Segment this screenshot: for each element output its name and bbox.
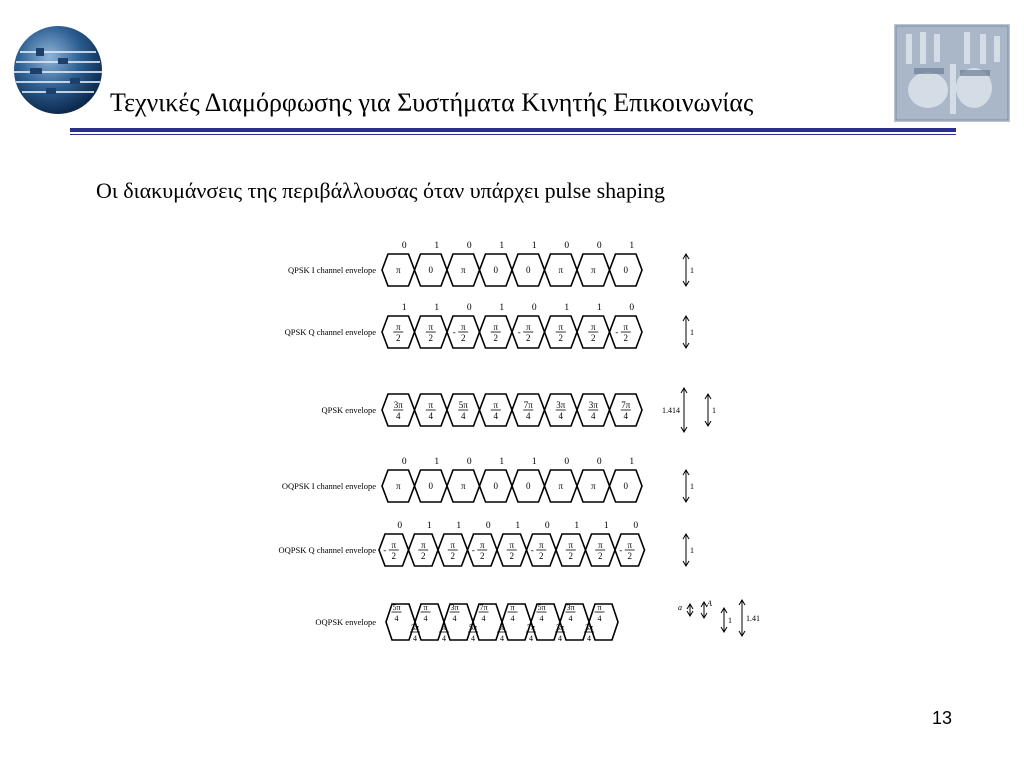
phase-2-2-num: 5π bbox=[458, 400, 468, 410]
phase-top-5-0 bbox=[392, 603, 402, 623]
phase-4-3 bbox=[472, 540, 488, 561]
bit-4-4: 1 bbox=[515, 521, 521, 531]
phase-1-5-num: π bbox=[558, 322, 564, 332]
phase-3-1: 0 bbox=[428, 481, 433, 491]
phase-1-5 bbox=[556, 322, 566, 343]
phase-2-1 bbox=[426, 400, 436, 421]
phase-2-2-den: 4 bbox=[461, 411, 466, 421]
bit-0-0: 0 bbox=[401, 241, 407, 251]
phase-4-0-sign: - bbox=[383, 545, 387, 555]
phase-0-6: π bbox=[590, 265, 596, 275]
phase-2-6 bbox=[588, 400, 598, 421]
phase-1-4-num: π bbox=[525, 322, 531, 332]
phase-4-2-num: π bbox=[450, 540, 456, 550]
phase-2-7-num: 7π bbox=[621, 400, 631, 410]
phase-4-7-den: 2 bbox=[598, 551, 603, 561]
phase-4-1-den: 2 bbox=[421, 551, 426, 561]
marker-141-arrow-label: 1.41 bbox=[746, 614, 760, 623]
phase-4-2 bbox=[448, 540, 458, 561]
phase-4-1 bbox=[418, 540, 428, 561]
amplitude-arrow-1-label: 1 bbox=[690, 328, 694, 337]
phase-1-1-den: 2 bbox=[428, 333, 433, 343]
row-label-0: QPSK I channel envelope bbox=[287, 265, 376, 275]
row-label-1: QPSK Q channel envelope bbox=[284, 327, 376, 337]
phase-0-5: π bbox=[558, 265, 564, 275]
phase-2-7-den: 4 bbox=[623, 411, 628, 421]
phase-bottom-5-5-num: 3π bbox=[555, 623, 565, 632]
phase-bottom-5-6-den: 4 bbox=[587, 634, 591, 643]
phase-3-5: π bbox=[558, 481, 564, 491]
phase-top-5-0-den: 4 bbox=[394, 614, 399, 623]
phase-2-5-num: 3π bbox=[556, 400, 566, 410]
bit-4-1: 1 bbox=[426, 521, 432, 531]
bit-4-8: 0 bbox=[633, 521, 639, 531]
phase-2-1-num: π bbox=[428, 400, 434, 410]
bit-0-5: 0 bbox=[564, 241, 570, 251]
phase-1-2 bbox=[453, 322, 469, 343]
phase-bottom-5-2-den: 4 bbox=[471, 634, 475, 643]
phase-top-5-1-den: 4 bbox=[423, 614, 428, 623]
bit-1-2: 0 bbox=[466, 303, 472, 313]
phase-3-2: π bbox=[460, 481, 466, 491]
bit-1-6: 1 bbox=[596, 303, 602, 313]
bit-4-5: 0 bbox=[544, 521, 550, 531]
marker-A: A bbox=[707, 599, 712, 608]
phase-4-6-den: 2 bbox=[568, 551, 573, 561]
phase-1-6-den: 2 bbox=[591, 333, 596, 343]
phase-top-5-5-num: 5π bbox=[537, 603, 546, 612]
marker-1-arrow-label: 1 bbox=[728, 616, 732, 625]
phase-3-7: 0 bbox=[623, 481, 628, 491]
phase-4-3-sign: - bbox=[471, 545, 475, 555]
bit-3-5: 0 bbox=[564, 457, 570, 467]
phase-2-4-den: 4 bbox=[526, 411, 531, 421]
phase-bottom-5-4-num: 7π bbox=[526, 623, 536, 632]
phase-1-0-den: 2 bbox=[396, 333, 401, 343]
phase-1-7-den: 2 bbox=[623, 333, 628, 343]
phase-4-8 bbox=[619, 540, 635, 561]
phase-2-1-den: 4 bbox=[428, 411, 433, 421]
globe-logo-icon bbox=[10, 22, 106, 118]
row-label-2: QPSK envelope bbox=[321, 405, 376, 415]
phase-1-0 bbox=[393, 322, 403, 343]
envelope-3 bbox=[382, 470, 642, 502]
phase-top-5-2-num: 3π bbox=[450, 603, 459, 612]
bit-0-3: 1 bbox=[499, 241, 505, 251]
header-divider-thin bbox=[70, 134, 956, 135]
phase-1-0-num: π bbox=[395, 322, 401, 332]
phase-4-0 bbox=[383, 540, 399, 561]
phase-3-6: π bbox=[590, 481, 596, 491]
phase-1-2-den: 2 bbox=[461, 333, 466, 343]
phase-2-3 bbox=[491, 400, 501, 421]
phase-2-7 bbox=[621, 400, 631, 421]
phase-bottom-5-1-den: 4 bbox=[442, 634, 446, 643]
phase-top-5-4 bbox=[508, 603, 518, 623]
bit-1-3: 1 bbox=[499, 303, 505, 313]
phase-1-4 bbox=[518, 322, 534, 343]
bit-4-3: 0 bbox=[485, 521, 491, 531]
row-label-3: OQPSK I channel envelope bbox=[281, 481, 376, 491]
phase-2-2 bbox=[458, 400, 468, 421]
phase-bottom-5-0-den: 4 bbox=[413, 634, 417, 643]
phase-4-7 bbox=[595, 540, 605, 561]
bit-3-6: 0 bbox=[596, 457, 602, 467]
phase-4-6-num: π bbox=[568, 540, 574, 550]
phase-bottom-5-3-num: π bbox=[499, 623, 505, 632]
phase-4-0-num: π bbox=[391, 540, 397, 550]
row-label-4: OQPSK Q channel envelope bbox=[278, 545, 376, 555]
bit-4-7: 1 bbox=[603, 521, 609, 531]
bit-1-5: 1 bbox=[564, 303, 570, 313]
page-number: 13 bbox=[932, 708, 953, 728]
bit-4-2: 1 bbox=[456, 521, 462, 531]
envelope-2 bbox=[382, 394, 642, 426]
phase-bottom-5-5-den: 4 bbox=[558, 634, 562, 643]
phase-top-5-6-den: 4 bbox=[568, 614, 573, 623]
bit-3-1: 1 bbox=[434, 457, 440, 467]
phase-1-3-den: 2 bbox=[493, 333, 498, 343]
phase-bottom-5-4-den: 4 bbox=[529, 634, 533, 643]
phase-top-5-7-num: π bbox=[597, 603, 602, 612]
phase-bottom-5-0-num: 3π bbox=[410, 623, 420, 632]
phase-0-0: π bbox=[395, 265, 401, 275]
phase-1-1 bbox=[426, 322, 436, 343]
phase-4-2-den: 2 bbox=[450, 551, 455, 561]
phase-4-8-sign: - bbox=[619, 545, 623, 555]
slide-title: Τεχνικές Διαμόρφωσης για Συστήματα Κινητής Επικοινωνίας bbox=[110, 88, 754, 117]
envelope-1 bbox=[382, 316, 642, 348]
phase-top-5-1 bbox=[421, 603, 431, 623]
phase-top-5-4-num: π bbox=[510, 603, 515, 612]
phase-1-7-sign: - bbox=[615, 327, 619, 337]
bit-3-0: 0 bbox=[401, 457, 407, 467]
phase-4-3-den: 2 bbox=[480, 551, 485, 561]
bit-4-6: 1 bbox=[574, 521, 580, 531]
bit-1-4: 0 bbox=[531, 303, 537, 313]
phase-0-4: 0 bbox=[526, 265, 531, 275]
phase-4-5 bbox=[531, 540, 547, 561]
bit-0-2: 0 bbox=[466, 241, 472, 251]
phase-1-2-sign: - bbox=[452, 327, 456, 337]
marker-a: a bbox=[678, 603, 682, 612]
phase-1-4-den: 2 bbox=[526, 333, 531, 343]
phase-2-0-num: 3π bbox=[393, 400, 403, 410]
bit-1-0: 1 bbox=[401, 303, 407, 313]
bit-4-0: 0 bbox=[397, 521, 403, 531]
bit-3-2: 0 bbox=[466, 457, 472, 467]
phase-top-5-1-num: π bbox=[423, 603, 428, 612]
phase-1-7-num: π bbox=[623, 322, 629, 332]
phase-4-8-den: 2 bbox=[627, 551, 632, 561]
bit-3-4: 1 bbox=[531, 457, 537, 467]
bit-1-1: 1 bbox=[434, 303, 440, 313]
phase-top-5-3 bbox=[479, 603, 489, 623]
phase-2-5 bbox=[556, 400, 566, 421]
phase-top-5-2-den: 4 bbox=[452, 614, 457, 623]
phase-3-0: π bbox=[395, 481, 401, 491]
relief-sculpture-photo-icon bbox=[894, 24, 1010, 122]
slide-subtitle: Οι διακυμάνσεις της περιβάλλουσας όταν υπάρχει pulse shaping bbox=[96, 178, 666, 203]
amplitude-arrow-4-label: 1 bbox=[690, 546, 694, 555]
phase-4-4 bbox=[507, 540, 517, 561]
phase-top-5-6 bbox=[566, 603, 576, 623]
phase-2-0 bbox=[393, 400, 403, 421]
phase-4-5-sign: - bbox=[530, 545, 534, 555]
phase-2-3-den: 4 bbox=[493, 411, 498, 421]
header-divider bbox=[70, 128, 956, 132]
phase-top-5-0-num: 5π bbox=[392, 603, 401, 612]
phase-4-6 bbox=[566, 540, 576, 561]
phase-2-4-num: 7π bbox=[523, 400, 533, 410]
phase-1-3 bbox=[491, 322, 501, 343]
bit-0-7: 1 bbox=[629, 241, 635, 251]
phase-top-5-2 bbox=[450, 603, 460, 623]
phase-top-5-4-den: 4 bbox=[510, 614, 515, 623]
phase-bottom-5-6-num: 3π bbox=[584, 623, 594, 632]
amplitude-arrow-0-label: 1 bbox=[690, 266, 694, 275]
bit-0-4: 1 bbox=[531, 241, 537, 251]
phase-bottom-5-2-num: 5π bbox=[468, 623, 478, 632]
amplitude-arrow-2-label: 1 bbox=[712, 406, 716, 415]
phase-top-5-7 bbox=[595, 603, 605, 623]
phase-4-8-num: π bbox=[627, 540, 633, 550]
phase-top-5-3-num: 7π bbox=[479, 603, 488, 612]
phase-0-1: 0 bbox=[428, 265, 433, 275]
phase-2-3-num: π bbox=[493, 400, 499, 410]
phase-top-5-5-den: 4 bbox=[539, 614, 544, 623]
phase-1-4-sign: - bbox=[517, 327, 521, 337]
phase-1-6 bbox=[588, 322, 598, 343]
phase-1-1-num: π bbox=[428, 322, 434, 332]
phase-2-0-den: 4 bbox=[396, 411, 401, 421]
phase-4-4-num: π bbox=[509, 540, 515, 550]
phase-1-6-num: π bbox=[590, 322, 596, 332]
envelope-0 bbox=[382, 254, 642, 286]
phase-1-3-num: π bbox=[493, 322, 499, 332]
phase-bottom-5-3-den: 4 bbox=[500, 634, 504, 643]
phase-1-2-num: π bbox=[460, 322, 466, 332]
phase-4-4-den: 2 bbox=[509, 551, 514, 561]
phase-top-5-5 bbox=[537, 603, 547, 623]
phase-bottom-5-1-num: π bbox=[441, 623, 447, 632]
bit-0-6: 0 bbox=[596, 241, 602, 251]
envelope-diagram bbox=[258, 224, 778, 664]
phase-2-5-den: 4 bbox=[558, 411, 563, 421]
phase-top-5-7-den: 4 bbox=[597, 614, 602, 623]
phase-3-4: 0 bbox=[526, 481, 531, 491]
bit-1-7: 0 bbox=[629, 303, 635, 313]
amplitude-arrow-3-label: 1 bbox=[690, 482, 694, 491]
phase-2-4 bbox=[523, 400, 533, 421]
phase-4-7-num: π bbox=[597, 540, 603, 550]
bit-3-7: 1 bbox=[629, 457, 635, 467]
phase-4-1-num: π bbox=[420, 540, 426, 550]
phase-3-3: 0 bbox=[493, 481, 498, 491]
phase-0-2: π bbox=[460, 265, 466, 275]
phase-0-7: 0 bbox=[623, 265, 628, 275]
phase-4-3-num: π bbox=[479, 540, 485, 550]
phase-1-7 bbox=[615, 322, 631, 343]
bit-3-3: 1 bbox=[499, 457, 505, 467]
phase-1-5-den: 2 bbox=[558, 333, 563, 343]
phase-2-6-den: 4 bbox=[591, 411, 596, 421]
phase-2-6-num: 3π bbox=[588, 400, 598, 410]
peak-label-2: 1.414 bbox=[662, 406, 680, 415]
phase-top-5-3-den: 4 bbox=[481, 614, 486, 623]
phase-4-5-num: π bbox=[538, 540, 544, 550]
phase-0-3: 0 bbox=[493, 265, 498, 275]
phase-top-5-6-num: 3π bbox=[566, 603, 575, 612]
phase-4-5-den: 2 bbox=[539, 551, 544, 561]
phase-4-0-den: 2 bbox=[391, 551, 396, 561]
row-label-5: OQPSK envelope bbox=[315, 617, 376, 627]
bit-0-1: 1 bbox=[434, 241, 440, 251]
